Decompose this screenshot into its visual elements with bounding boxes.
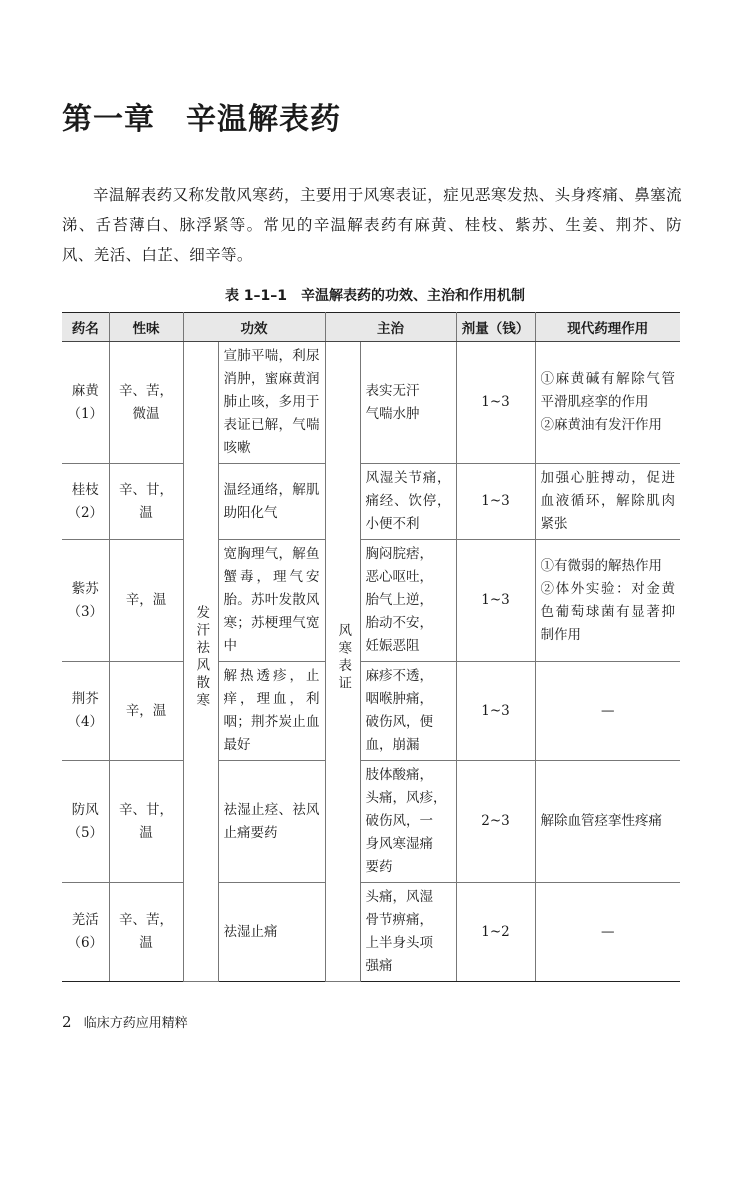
herb-pharmacology: — (535, 662, 680, 761)
herb-name-cell (62, 662, 109, 761)
table-caption: 表 1–1–1 辛温解表药的功效、主治和作用机制 (224, 288, 526, 304)
herb-efficacy: 宣肺平喘，利尿消肿，蜜麻黄润肺止咳，多用于表证已解，气喘咳嗽 (218, 342, 325, 464)
table-header-row (62, 313, 680, 342)
table-row (62, 464, 680, 540)
herb-indication: 肢体酸痛， 头痛，风疹， 破伤风，一 身风寒湿痛 要药 (360, 761, 456, 883)
herb-pharmacology: ①麻黄碱有解除气管平滑肌痉挛的作用 ②麻黄油有发汗作用 (535, 342, 680, 464)
herb-table (62, 312, 680, 982)
herb-efficacy: 宽胸理气，解鱼蟹毒，理气安胎。苏叶发散风寒；苏梗理气宽中 (218, 540, 325, 662)
herb-efficacy: 祛湿止痛 (218, 883, 325, 982)
herb-number: （5） (67, 824, 104, 841)
herb-name-cell (62, 464, 109, 540)
herb-number: （4） (67, 714, 104, 730)
herb-number: （3） (67, 603, 104, 620)
header-indication: 主治 (325, 313, 456, 342)
page-footer (62, 1012, 188, 1031)
herb-dosage: 2~3 (456, 761, 535, 883)
herb-efficacy: 解热透疹，止痒，理血，利咽；荆芥炭止血最好 (218, 662, 325, 761)
herb-indication: 麻疹不透， 咽喉肿痛， 破伤风，便 血，崩漏 (360, 662, 456, 761)
herb-name: 羌活 (71, 912, 99, 928)
herb-indication: 表实无汗 气喘水肿 (360, 342, 456, 464)
herb-pharmacology: — (535, 883, 680, 982)
header-name: 药名 (62, 313, 109, 342)
table-row (62, 662, 680, 761)
group-efficacy (183, 342, 218, 982)
herb-name-cell (62, 761, 109, 883)
herb-nature: 辛，温 (109, 540, 183, 662)
chapter-title: 第一章 辛温解表药 (62, 102, 341, 137)
herb-efficacy: 祛湿止痉、祛风止痛要药 (218, 761, 325, 883)
herb-name: 荆芥 (71, 691, 99, 707)
herb-name: 紫苏 (71, 580, 99, 597)
herb-name: 桂枝 (71, 481, 99, 498)
herb-dosage: 1~3 (456, 464, 535, 540)
intro-paragraph: 辛温解表药又称发散风寒药，主要用于风寒表证，症见恶寒发热、头身疼痛、鼻塞流涕、舌苔薄白、脉浮紧等。常见的辛温解表药有麻黄、桂枝、紫苏、生姜、荆芥、防风、羌活、白芷、细辛等。 (62, 186, 682, 264)
table-row (62, 883, 680, 982)
herb-pharmacology: ①有微弱的解热作用 ②体外实验：对金黄色葡萄球菌有显著抑制作用 (535, 540, 680, 662)
herb-nature: 辛、甘， 温 (109, 761, 183, 883)
header-nature: 性味 (109, 313, 183, 342)
header-efficacy: 功效 (183, 313, 325, 342)
group-efficacy-text: 发汗祛风散寒 (193, 605, 210, 710)
herb-name: 防风 (71, 801, 99, 818)
herb-dosage: 1~3 (456, 540, 535, 662)
herb-pharmacology: 加强心脏搏动，促进血液循环，解除肌肉紧张 (535, 464, 680, 540)
herb-nature: 辛，温 (109, 662, 183, 761)
herb-indication: 胸闷脘痞， 恶心呕吐， 胎气上逆， 胎动不安， 妊娠恶阻 (360, 540, 456, 662)
herb-indication: 风湿关节痛，痛经、饮停，小便不利 (360, 464, 456, 540)
herb-number: （1） (67, 405, 104, 422)
table-row (62, 342, 680, 464)
herb-dosage: 1~3 (456, 342, 535, 464)
group-indication (325, 342, 360, 982)
herb-name: 麻黄 (71, 382, 99, 399)
herb-nature: 辛、苦， 微温 (109, 342, 183, 464)
herb-dosage: 1~3 (456, 662, 535, 761)
group-indication-text: 风寒表证 (335, 622, 352, 693)
herb-pharmacology: 解除血管痉挛性疼痛 (535, 761, 680, 883)
table-row (62, 540, 680, 662)
herb-indication: 头痛，风湿 骨节痹痛， 上半身头项 强痛 (360, 883, 456, 982)
herb-name-cell (62, 342, 109, 464)
herb-efficacy: 温经通络，解肌助阳化气 (218, 464, 325, 540)
header-dosage: 剂量（钱） (456, 313, 535, 342)
herb-number: （2） (67, 504, 104, 521)
herb-number: （6） (67, 935, 104, 951)
herb-dosage: 1~2 (456, 883, 535, 982)
herb-nature: 辛、苦， 温 (109, 883, 183, 982)
herb-name-cell (62, 883, 109, 982)
header-pharmacology: 现代药理作用 (535, 313, 680, 342)
page-number: 2 (62, 1013, 72, 1031)
running-title: 临床方药应用精粹 (83, 1016, 188, 1031)
herb-nature: 辛、甘， 温 (109, 464, 183, 540)
herb-name-cell (62, 540, 109, 662)
table-row (62, 761, 680, 883)
